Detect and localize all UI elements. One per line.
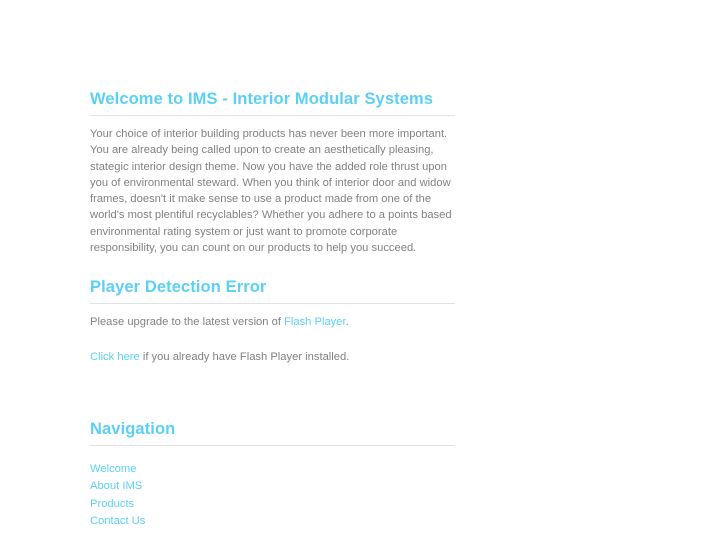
welcome-divider bbox=[90, 115, 455, 116]
flash-player-embed-area bbox=[0, 0, 727, 90]
welcome-paragraph: Your choice of interior building products has never been more important. You are already being called upon to create an aesthetically pleasing, stategic interior design theme. Now you have the added role thrust upon you of environmental steward. When you think of interior door and widow frames, doesn't it make sense to use a product made from one of the world's most plentiful recyclables? Whether you adhere to a points based environmental rating system or just want to promote corporate responsibility, you can count on our products to help you succeed. bbox=[90, 128, 452, 255]
player-error-section bbox=[90, 278, 455, 365]
navigation-list bbox=[90, 460, 455, 530]
upgrade-message bbox=[90, 314, 452, 330]
list-item bbox=[90, 477, 455, 495]
nav-link-products[interactable]: Products bbox=[90, 497, 135, 510]
nav-link-contact-us[interactable]: Contact Us bbox=[90, 515, 146, 528]
navigation-divider bbox=[90, 445, 455, 446]
upgrade-message-suffix: . bbox=[345, 316, 349, 329]
list-item bbox=[90, 512, 455, 530]
already-installed-suffix: if you already have Flash Player installed. bbox=[139, 350, 350, 363]
flash-player-link[interactable]: Flash Player bbox=[284, 316, 346, 329]
click-here-link[interactable]: Click here bbox=[90, 350, 140, 363]
player-error-line-spacer bbox=[90, 331, 455, 339]
player-error-heading: Player Detection Error bbox=[90, 278, 267, 297]
nav-link-about-ims[interactable]: About IMS bbox=[90, 480, 143, 493]
list-item bbox=[90, 460, 455, 478]
page-content-column bbox=[90, 90, 455, 530]
welcome-section bbox=[90, 90, 455, 256]
list-item bbox=[90, 495, 455, 513]
upgrade-message-prefix: Please upgrade to the latest version of bbox=[90, 316, 285, 329]
player-error-divider bbox=[90, 303, 455, 304]
navigation-section bbox=[90, 420, 455, 530]
player-error-section-spacer bbox=[90, 365, 455, 420]
welcome-heading: Welcome to IMS - Interior Modular Systems bbox=[90, 90, 434, 108]
already-installed-message bbox=[90, 349, 450, 365]
welcome-section-spacer bbox=[90, 256, 455, 278]
nav-link-welcome[interactable]: Welcome bbox=[90, 462, 137, 475]
navigation-heading: Navigation bbox=[90, 419, 176, 438]
